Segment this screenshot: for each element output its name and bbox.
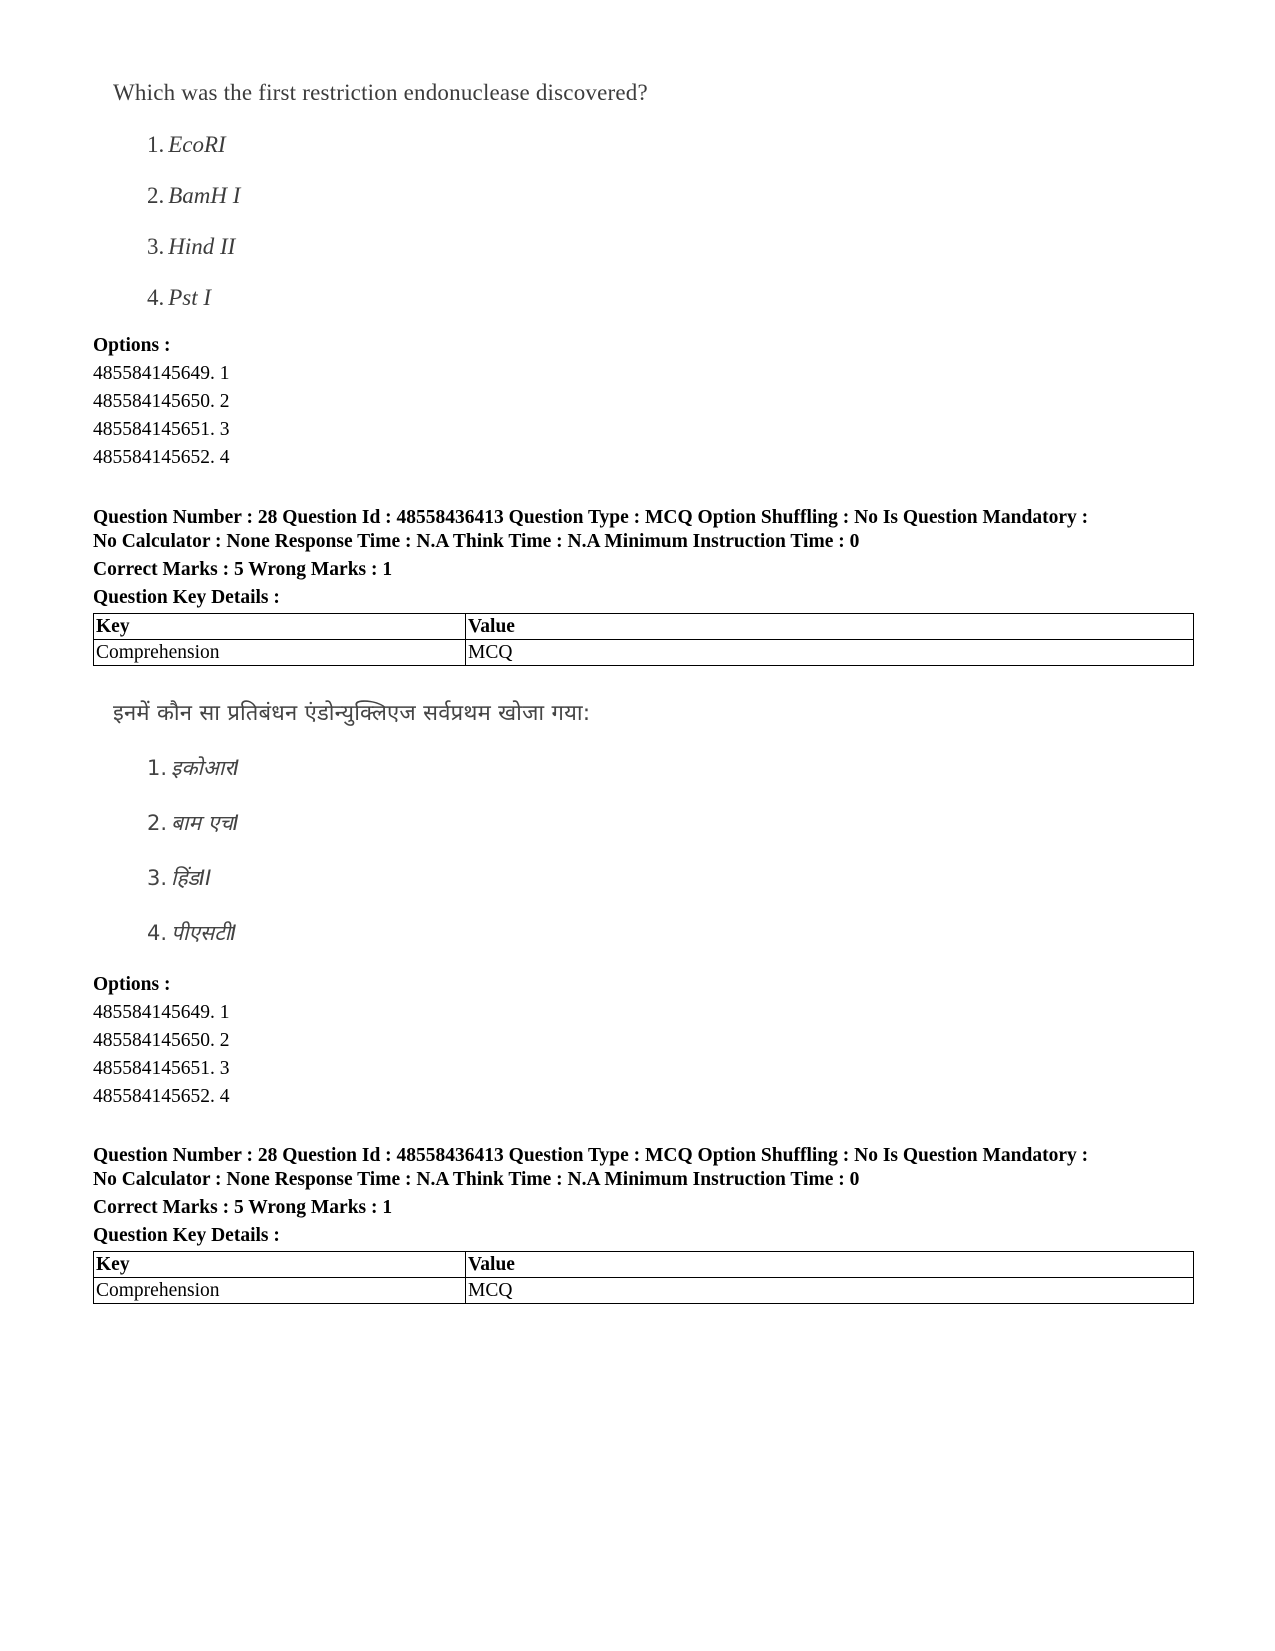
choice-number: 2. [147,811,168,835]
table-header-row [94,1252,1194,1278]
cell-key: Comprehension [94,640,466,666]
choice-text: बाम एचI [171,811,239,835]
header-key: Key [94,614,466,640]
meta-line-1: Question Number : 28 Question Id : 48558436413 Question Type : MCQ Option Shuffling : No Is Question Mandatory : [93,507,1089,528]
choice-number: 4. [147,921,168,945]
choice-number: 4. [147,285,165,310]
table-header-row [94,614,1194,640]
choice-number: 1. [147,756,168,780]
question-meta [93,506,1203,610]
choice-text: BamH I [168,183,241,208]
key-details-table [93,613,1194,666]
choice-2 [147,183,240,209]
option-item: 485584145649. 1 [93,1002,230,1023]
choice-number: 3. [147,234,165,259]
cell-key: Comprehension [94,1278,466,1304]
choice-1 [147,132,226,158]
choice-1 [147,754,239,782]
choice-number: 1. [147,132,165,157]
marks-line: Correct Marks : 5 Wrong Marks : 1 [93,1197,393,1218]
header-value: Value [466,1252,1194,1278]
key-details-label: Question Key Details : [93,587,280,608]
choice-3 [147,864,211,892]
option-item: 485584145652. 4 [93,1086,230,1107]
meta-line-2: No Calculator : None Response Time : N.A Think Time : N.A Minimum Instruction Time : 0 [93,531,860,552]
options-list [93,971,230,1111]
options-label: Options : [93,974,171,995]
header-value: Value [466,614,1194,640]
choice-4 [147,285,211,311]
choice-3 [147,234,235,260]
table-row [94,1278,1194,1304]
question-text: Which was the first restriction endonuclease discovered? [113,80,648,105]
choice-text: पीएसटीI [171,921,237,945]
table-row [94,640,1194,666]
option-item: 485584145652. 4 [93,447,230,468]
meta-line-2: No Calculator : None Response Time : N.A Think Time : N.A Minimum Instruction Time : 0 [93,1169,860,1190]
option-item: 485584145649. 1 [93,363,230,384]
option-item: 485584145651. 3 [93,1058,230,1079]
choice-text: EcoRI [168,132,226,157]
choice-text: इकोआरI [171,756,240,780]
cell-value: MCQ [466,640,1194,666]
cell-value: MCQ [466,1278,1194,1304]
options-list [93,332,230,472]
choice-text: हिंडII [171,866,212,890]
choice-number: 3. [147,866,168,890]
key-details-label: Question Key Details : [93,1225,280,1246]
option-item: 485584145650. 2 [93,391,230,412]
meta-line-1: Question Number : 28 Question Id : 48558436413 Question Type : MCQ Option Shuffling : No Is Question Mandatory : [93,1145,1089,1166]
choice-2 [147,809,239,837]
question-meta [93,1144,1203,1248]
marks-line: Correct Marks : 5 Wrong Marks : 1 [93,559,393,580]
question-text: इनमें कौन सा प्रतिबंधन एंडोन्युक्लिएज सर्वप्रथम खोजा गया: [113,701,591,726]
header-key: Key [94,1252,466,1278]
option-item: 485584145651. 3 [93,419,230,440]
choice-4 [147,919,236,947]
options-label: Options : [93,335,171,356]
key-details-table [93,1251,1194,1304]
choice-text: Hind II [168,234,236,259]
option-item: 485584145650. 2 [93,1030,230,1051]
choice-text: Pst I [168,285,212,310]
choice-number: 2. [147,183,165,208]
